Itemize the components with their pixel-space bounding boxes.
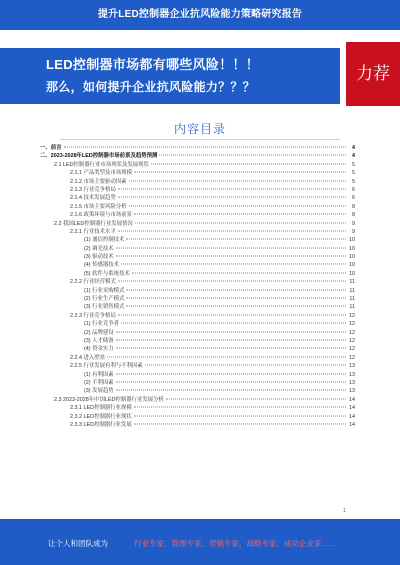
toc-entry-title: 2.2.1 行业技术水平 — [70, 228, 116, 235]
toc-entry[interactable] — [40, 379, 355, 387]
toc-leader-dots — [107, 356, 346, 357]
toc-entry[interactable] — [40, 203, 355, 211]
toc-leader-dots — [126, 306, 346, 307]
hero-headline: LED控制器市场都有哪些风险！！！ — [46, 57, 260, 72]
toc-entry[interactable] — [40, 362, 355, 370]
toc-entry-title: (1) 通信控制技术 — [84, 237, 125, 244]
footer-target-roles: 行业专家、管理专家、营销专家、战略专家、成功企业家…… — [134, 539, 337, 548]
toc-entry-page: 9 — [352, 220, 355, 227]
toc-entry-title: (3) 行业销售模式 — [84, 304, 125, 311]
toc-entry[interactable] — [40, 186, 355, 194]
toc-entry-title: 2.3.1 LED控制器行业规模 — [70, 405, 132, 412]
toc-entry[interactable] — [40, 295, 355, 303]
toc-entry[interactable] — [40, 194, 355, 202]
toc-entry[interactable] — [40, 345, 355, 353]
toc-entry-page: 10 — [349, 270, 355, 277]
toc-leader-dots — [129, 205, 346, 206]
toc-leader-dots — [116, 390, 346, 391]
toc-leader-dots — [145, 365, 346, 366]
toc-entry[interactable] — [40, 278, 355, 286]
toc-entry-page: 8 — [352, 212, 355, 219]
toc-entry-title: 2.2.2 行业经营模式 — [70, 279, 116, 286]
toc-entry-title: (2) 不利因素 — [84, 379, 114, 386]
toc-entry-title: (1) 行业竞争者 — [84, 321, 120, 328]
toc-entry-title: (2) 调光技术 — [84, 245, 114, 252]
toc-entry[interactable] — [40, 413, 355, 421]
footer-banner — [0, 519, 400, 565]
toc-entry-title: (3) 驱动技术 — [84, 254, 114, 261]
toc-entry-title: 2.1 LED控制器行业市场现状及发展现状 — [54, 161, 149, 168]
toc-entry-title: 一、前言 — [40, 145, 62, 151]
toc-entry[interactable] — [40, 404, 355, 412]
toc-entry-title: (2) 品牌建设 — [84, 329, 114, 336]
toc-entry-page: 5 — [352, 178, 355, 185]
toc-leader-dots — [116, 331, 346, 332]
toc-entry-title: 2.2.3 行业竞争格局 — [70, 312, 116, 319]
toc-leader-dots — [134, 172, 346, 173]
footer-slogan: 让个人和团队成为 — [48, 539, 108, 548]
brand-badge-label: 力荐 — [356, 64, 390, 84]
toc-leader-dots — [121, 264, 346, 265]
toc-entry[interactable] — [40, 228, 355, 236]
toc-entry-title: 2.3.3 LED控制器行业发展 — [70, 421, 132, 428]
toc-leader-dots — [126, 298, 346, 299]
toc-entry[interactable] — [40, 354, 355, 362]
toc-entry[interactable] — [40, 261, 355, 269]
toc-entry-page: 6 — [352, 195, 355, 202]
toc-entry-page: 11 — [349, 304, 355, 311]
page-marker: 1 — [343, 508, 346, 514]
toc-list — [40, 144, 355, 429]
toc-leader-dots — [134, 423, 346, 424]
toc-entry-page: 12 — [349, 346, 355, 353]
toc-entry-page: 10 — [349, 237, 355, 244]
report-title-bar — [0, 0, 400, 30]
toc-entry-page: 13 — [349, 363, 355, 370]
toc-entry-page: 9 — [352, 228, 355, 235]
toc-leader-dots — [129, 180, 346, 181]
toc-entry-title: (3) 人才储备 — [84, 337, 114, 344]
toc-entry[interactable] — [40, 396, 355, 404]
toc-entry-title: 2.1.1 产品类型及市场规模 — [70, 170, 133, 177]
toc-entry-page: 11 — [349, 296, 355, 303]
toc-entry[interactable] — [40, 211, 355, 219]
toc-entry[interactable] — [40, 178, 355, 186]
toc-entry-page: 5 — [352, 161, 355, 168]
toc-leader-dots — [116, 256, 346, 257]
toc-leader-dots — [116, 373, 346, 374]
toc-entry-page: 8 — [352, 203, 355, 210]
toc-entry-page: 4 — [352, 145, 355, 151]
toc-heading: 内容目录 — [173, 122, 226, 136]
toc-entry-page: 11 — [349, 287, 355, 294]
toc-entry-title: 2.1.3 行业竞争格局 — [70, 186, 116, 193]
toc-entry-page: 12 — [349, 329, 355, 336]
toc-leader-dots — [118, 188, 346, 189]
toc-entry-page: 12 — [349, 337, 355, 344]
toc-entry-page: 5 — [352, 170, 355, 177]
toc-entry-title: 2.3.2 LED控制器行业现状 — [70, 413, 132, 420]
toc-leader-dots — [121, 323, 346, 324]
toc-entry-title: 二、2023-2028年LED控制器市场前景及趋势预测 — [40, 153, 158, 160]
toc-entry-title: 2.3 2023-2028年中国LED控制器行业发展分析 — [54, 396, 164, 403]
toc-entry-title: 2.1.2 市场主要驱动因素 — [70, 178, 127, 185]
toc-entry[interactable] — [40, 169, 355, 177]
toc-entry-page: 4 — [352, 153, 355, 160]
toc-entry[interactable] — [40, 421, 355, 429]
toc-entry[interactable] — [40, 270, 355, 278]
toc-entry[interactable] — [40, 245, 355, 253]
toc-leader-dots — [118, 230, 346, 231]
report-title: 提升LED控制器企业抗风险能力策略研究报告 — [97, 9, 303, 20]
toc-entry-title: 2.1.5 市场主要风险分析 — [70, 203, 127, 210]
toc-entry-page: 10 — [349, 245, 355, 252]
toc-entry[interactable] — [40, 287, 355, 295]
toc-leader-dots — [134, 214, 346, 215]
toc-entry[interactable] — [40, 253, 355, 261]
brand-badge — [346, 42, 400, 106]
toc-entry-title: 2.1.4 技术发展趋势 — [70, 195, 116, 202]
toc-entry-title: 2.1.6 政策环境与市场前景 — [70, 212, 133, 219]
toc-entry[interactable] — [40, 312, 355, 320]
toc-entry-title: 2.2.4 进入壁垒 — [70, 354, 106, 361]
toc-entry-page: 14 — [349, 405, 355, 412]
toc-entry[interactable] — [40, 144, 355, 152]
toc-entry[interactable] — [40, 220, 355, 228]
toc-leader-dots — [118, 314, 346, 315]
toc-divider — [60, 139, 340, 140]
toc-entry[interactable] — [40, 161, 355, 169]
toc-leader-dots — [159, 155, 346, 156]
toc-entry[interactable] — [40, 329, 355, 337]
toc-leader-dots — [126, 239, 346, 240]
toc-entry-title: (1) 行业采购模式 — [84, 287, 125, 294]
toc-entry[interactable] — [40, 371, 355, 379]
toc-entry-title: (4) 传感器技术 — [84, 262, 120, 269]
toc-entry-title: (4) 资金实力 — [84, 346, 114, 353]
toc-leader-dots — [134, 415, 346, 416]
toc-entry-title: (2) 行业生产模式 — [84, 296, 125, 303]
hero-banner — [0, 40, 400, 108]
toc-entry-page: 12 — [349, 354, 355, 361]
toc-entry-page: 13 — [349, 379, 355, 386]
toc-entry-page: 11 — [349, 279, 355, 286]
toc-entry-title: 2.2.5 行业发展有利与不利因素 — [70, 363, 143, 370]
toc-leader-dots — [134, 407, 346, 408]
toc-leader-dots — [118, 197, 346, 198]
toc-entry[interactable] — [40, 152, 355, 160]
toc-leader-dots — [116, 247, 346, 248]
toc-entry-page: 14 — [349, 396, 355, 403]
toc-entry-title: (3) 发展趋势 — [84, 388, 114, 395]
toc-entry-page: 6 — [352, 186, 355, 193]
toc-leader-dots — [116, 339, 346, 340]
toc-entry[interactable] — [40, 303, 355, 311]
toc-entry-page: 14 — [349, 413, 355, 420]
toc-leader-dots — [166, 398, 346, 399]
toc-entry[interactable] — [40, 320, 355, 328]
toc-entry[interactable] — [40, 337, 355, 345]
toc-leader-dots — [118, 281, 346, 282]
toc-entry-title: 2.2 我国LED控制器行业发展情况 — [54, 220, 133, 227]
toc-entry-page: 10 — [349, 262, 355, 269]
toc-leader-dots — [135, 222, 346, 223]
hero-subheadline: 那么，如何提升企业抗风险能力？？？ — [46, 80, 256, 94]
toc-leader-dots — [151, 163, 346, 164]
toc-entry-page: 14 — [349, 421, 355, 428]
toc-entry-page: 12 — [349, 312, 355, 319]
toc-leader-dots — [116, 381, 346, 382]
toc-entry[interactable] — [40, 236, 355, 244]
toc-entry-title: (1) 有利因素 — [84, 371, 114, 378]
toc-entry[interactable] — [40, 387, 355, 395]
toc-leader-dots — [116, 348, 346, 349]
toc-leader-dots — [126, 289, 346, 290]
toc-entry-page: 12 — [349, 321, 355, 328]
toc-entry-title: (5) 软件与系统技术 — [84, 270, 130, 277]
toc-entry-page: 13 — [349, 388, 355, 395]
toc-entry-page: 10 — [349, 254, 355, 261]
toc-entry-page: 13 — [349, 371, 355, 378]
toc-leader-dots — [132, 272, 346, 273]
toc-leader-dots — [64, 147, 346, 148]
